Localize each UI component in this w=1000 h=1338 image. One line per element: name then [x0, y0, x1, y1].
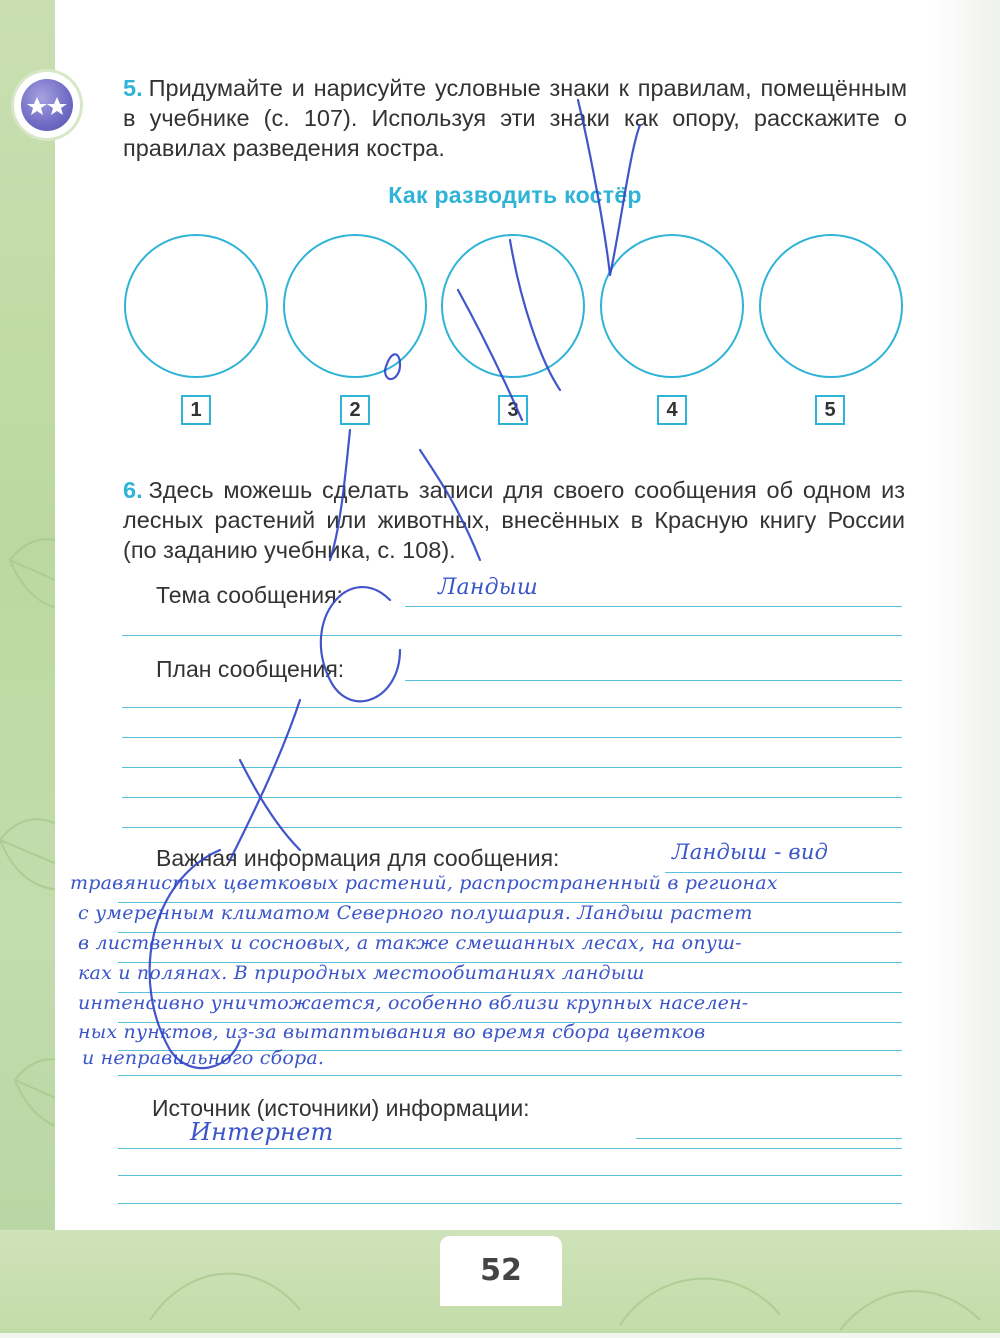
source-line-2[interactable]	[118, 1148, 902, 1149]
sign-number-4: 4	[657, 395, 687, 425]
task-6-text	[123, 475, 905, 565]
source-line-1[interactable]	[636, 1138, 902, 1139]
task-5-number: 5.	[123, 75, 143, 101]
important-handwritten-line-4: в лиственных и сосновых, а также смешанных лесах, на опуш-	[78, 932, 742, 954]
topic-handwritten: Ландыш	[438, 575, 538, 600]
difficulty-stars-badge	[14, 72, 80, 138]
sign-number-5: 5	[815, 395, 845, 425]
fire-rules-heading: Как разводить костёр	[388, 182, 642, 208]
source-line-4[interactable]	[118, 1203, 902, 1204]
sign-circle-3[interactable]	[441, 234, 585, 378]
sign-circle-2[interactable]	[283, 234, 427, 378]
plan-line-3[interactable]	[122, 737, 902, 738]
plan-label: План сообщения:	[156, 656, 348, 683]
sign-number-1: 1	[181, 395, 211, 425]
sign-circle-1[interactable]	[124, 234, 268, 378]
sign-circle-4[interactable]	[600, 234, 744, 378]
topic-label: Тема сообщения:	[156, 582, 347, 609]
important-label: Важная информация для сообщения:	[156, 845, 563, 872]
plan-line-1[interactable]	[405, 680, 902, 681]
plan-line-5[interactable]	[122, 797, 902, 798]
plan-line-6[interactable]	[122, 827, 902, 828]
important-handwritten-line-8: и неправильного сбора.	[82, 1047, 325, 1069]
important-handwritten-line-1: Ландыш - вид	[672, 840, 829, 864]
source-line-3[interactable]	[118, 1175, 902, 1176]
task-6-instruction: Здесь можешь сделать записи для своего сообщения об одном из лесных растений или животных, внесённых в Красную книгу России (по заданию учебника, с. 108).	[123, 477, 905, 563]
plan-line-2[interactable]	[122, 707, 902, 708]
task-6-number: 6.	[123, 477, 143, 503]
sign-number-2: 2	[340, 395, 370, 425]
important-handwritten-line-6: интенсивно уничтожается, особенно вблизи крупных населен-	[78, 992, 749, 1014]
important-handwritten-line-2: травянистых цветковых растений, распространенный в регионах	[70, 872, 778, 894]
important-handwritten-line-7: ных пунктов, из-за вытаптывания во время сбора цветков	[78, 1021, 706, 1043]
task-5-text	[123, 73, 907, 163]
topic-line-2[interactable]	[122, 635, 902, 636]
source-handwritten: Интернет	[190, 1118, 334, 1146]
sign-circle-5[interactable]	[759, 234, 903, 378]
topic-line[interactable]	[405, 606, 902, 607]
sign-number-3: 3	[498, 395, 528, 425]
important-handwritten-line-3: с умеренным климатом Северного полушария. Ландыш растет	[78, 902, 753, 924]
important-handwritten-line-5: ках и полянах. В природных местообитаниях ландыш	[78, 962, 645, 984]
page-number-tab	[440, 1236, 562, 1306]
plan-line-4[interactable]	[122, 767, 902, 768]
task-5-instruction: Придумайте и нарисуйте условные знаки к правилам, помещённым в учебнике (с. 107). Используя эти знаки как опору, расскажите о правилах разведения костра.	[123, 75, 907, 161]
important-line-8[interactable]	[118, 1075, 902, 1076]
two-stars-icon	[21, 79, 73, 131]
page-number: 52	[480, 1253, 522, 1288]
source-label: Источник (источники) информации:	[152, 1095, 534, 1122]
